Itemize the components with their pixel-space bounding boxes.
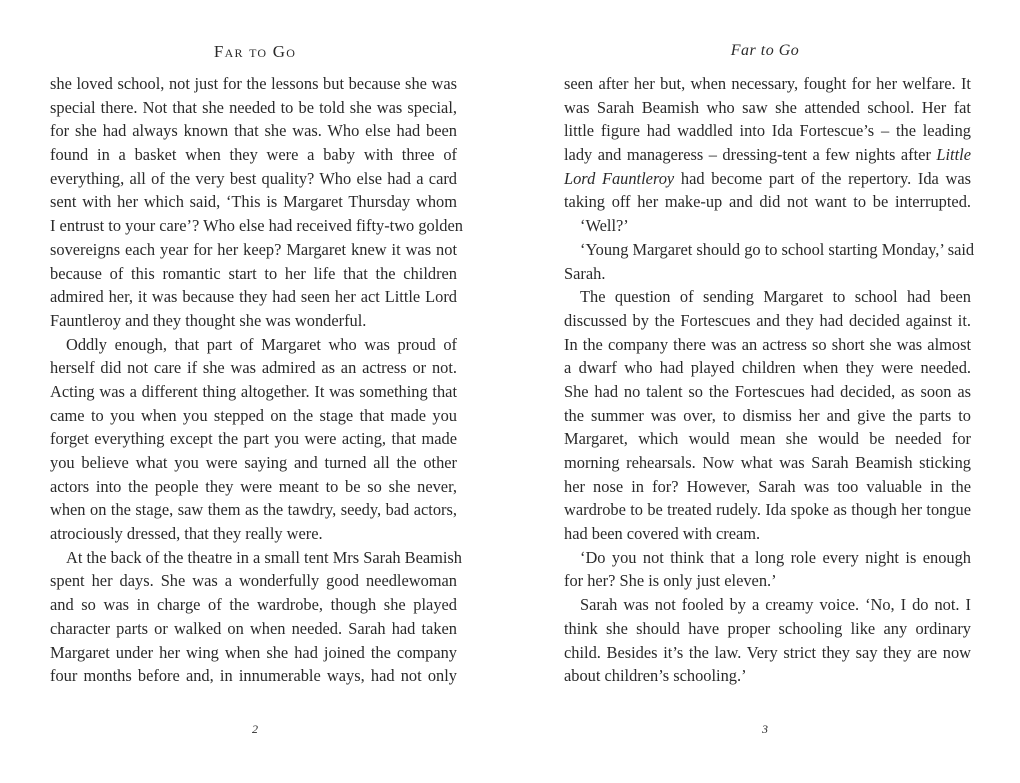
page-number: 3 (762, 722, 768, 736)
text-line: think she should have proper schooling like any ordinary (564, 618, 971, 638)
italic-title: Lord Fauntleroy (564, 168, 675, 188)
running-head: Far to Go (213, 42, 297, 61)
text-line: she loved school, not just for the lessons but because she was (50, 74, 457, 93)
body-text (564, 72, 975, 688)
text-line: found in a basket when they were a baby with three of (50, 145, 457, 165)
text-line: I entrust to your care’? Who else had received fifty-two golden (50, 216, 463, 236)
text-line: ‘Do you not think that a long role every night is enough (580, 547, 971, 567)
text-line: Sarah was not fooled by a creamy voice. ‘No, I do not. I (580, 595, 971, 615)
text-line: seen after her but, when necessary, fought for her welfare. It (564, 74, 971, 93)
text-line (564, 143, 971, 167)
text-line: atrociously dressed, that they really were. (50, 524, 323, 544)
text-line: because of this romantic start to her life that the children (50, 263, 457, 283)
text-line (564, 167, 971, 191)
text-line: admired her, it was because they had seen her act Little Lord (50, 287, 457, 307)
body-text (50, 72, 463, 688)
line-segment: lady and manageress – dressing-tent a few nights after (564, 145, 937, 165)
right-page (510, 0, 1020, 783)
italic-title: Little (936, 145, 971, 165)
text-line: child. Besides it’s the law. Very strict they say they are now (564, 642, 971, 662)
text-line: She had no talent so the Fortescues had decided, as soon as (564, 381, 971, 401)
text-line: had been covered with cream. (564, 524, 761, 544)
text-line: four months before and, in innumerable ways, had not only (50, 666, 457, 686)
text-line: ‘Young Margaret should go to school starting Monday,’ said (580, 239, 975, 259)
text-line: a dwarf who had played children when they were needed. (564, 358, 971, 378)
text-line: was Sarah Beamish who saw she attended school. Her fat (564, 97, 971, 117)
text-line: came to you when you stepped on the stage that made you (50, 405, 457, 425)
text-line: discussed by the Fortescues and they had decided against it. (564, 310, 971, 330)
text-line: ‘Well?’ (580, 216, 629, 236)
text-line: wardrobe to be treated rudely. Ida spoke as though her tongue (564, 500, 971, 520)
text-line: Margaret under her wing when she had joined the company (50, 642, 457, 662)
text-line: everything, all of the very best quality? Who else had a card (50, 168, 457, 188)
text-line: morning rehearsals. Now what was Sarah Beamish sticking (564, 453, 971, 472)
text-line: Oddly enough, that part of Margaret who was proud of (66, 334, 457, 354)
text-line: Fauntleroy and they thought she was wonderful. (50, 310, 367, 330)
text-line: sovereigns each year for her keep? Margaret knew it was not (50, 239, 457, 259)
text-line: At the back of the theatre in a small tent Mrs Sarah Beamish (66, 547, 462, 567)
running-head: Far to Go (730, 42, 800, 59)
line-segment: had become part of the repertory. Ida was (674, 168, 971, 188)
text-line: when on the stage, saw them as the tawdry, seedy, bad actors, (50, 500, 457, 520)
text-line: for she had always known that she was. Who else had been (50, 121, 457, 141)
text-line: and so was in charge of the wardrobe, though she played (50, 595, 457, 615)
text-line: little figure had waddled into Ida Fortescue’s – the leading (564, 121, 971, 141)
text-line: for her? She is only just eleven.’ (564, 571, 777, 591)
text-line: you believe what you were saying and turned all the other (50, 453, 457, 472)
text-line: taking off her make-up and did not want to be interrupted. (564, 192, 971, 212)
text-line: In the company there was an actress so short she was almost (564, 334, 971, 354)
text-line: about children’s schooling.’ (564, 666, 747, 686)
text-line: spent her days. She was a wonderfully good needlewoman (50, 571, 457, 591)
text-line: Sarah. (564, 263, 606, 283)
text-line: the summer was over, to dismiss her and give the parts to (564, 405, 971, 425)
text-line: special there. Not that she needed to be told she was special, (50, 97, 457, 117)
text-line: Acting was a different thing altogether. It was something that (50, 381, 457, 401)
text-line: character parts or walked on when needed. Sarah had taken (50, 618, 457, 638)
text-line: sent with her which said, ‘This is Margaret Thursday whom (50, 192, 457, 212)
page-number: 2 (252, 722, 258, 736)
text-line: her nose in for? However, Sarah was too valuable in the (564, 476, 971, 496)
text-line: actors into the people they were meant to be so she never, (50, 476, 457, 496)
text-line: Margaret, which would mean she would be needed for (564, 429, 971, 449)
text-line: The question of sending Margaret to school had been (580, 287, 971, 307)
text-line: forget everything except the part you were acting, that made (50, 429, 457, 449)
text-line: herself did not care if she was admired as an actress or not. (50, 358, 457, 378)
